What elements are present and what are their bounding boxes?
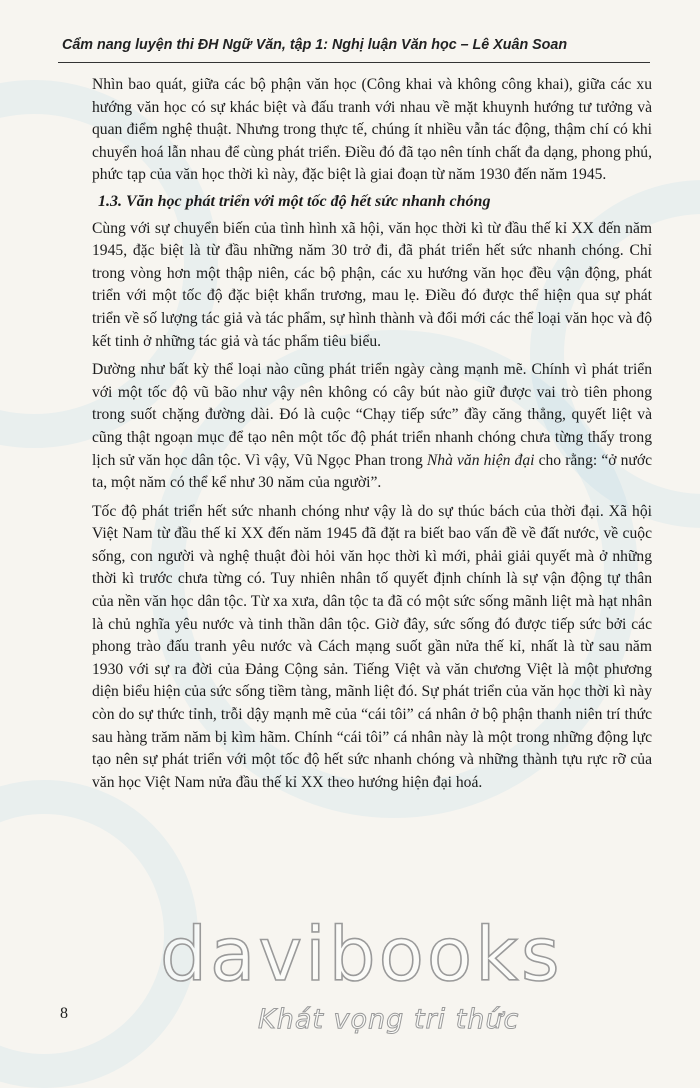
page-number: 8	[60, 1005, 68, 1022]
watermark-logo: davibooks	[160, 912, 563, 998]
header-divider	[58, 62, 650, 63]
paragraph-text: cho rằng: “ở nước ta, một năm có thể kể như 30 năm của người”.	[92, 451, 653, 492]
book-title: Nhà văn hiện đại	[426, 451, 535, 469]
paragraph-text: Dường như bất kỳ thể loại nào cũng phát triển ngày càng mạnh mẽ. Chính vì phát triển với một tốc độ vũ bão như vậy nên không có cây bút nào giữ được vai trò tiên phong trong suốt chặng đường dài. Đó là cuộc “Chạy tiếp sức” đầy căng thẳng, quyết liệt và cũng thật ngoạn mục để tạo nên một tốc độ phát triển nhanh chóng chưa từng thấy trong lịch sử văn học dân tộc. Vì vậy, Vũ Ngọc Phan trong	[92, 361, 652, 469]
body-text	[92, 74, 652, 794]
running-header: Cẩm nang luyện thi ĐH Ngữ Văn, tập 1: Nghị luận Văn học – Lê Xuân Soan	[62, 37, 568, 53]
section-heading: 1.3. Văn học phát triển với một tốc độ hết sức nhanh chóng	[98, 192, 491, 210]
watermark-slogan: Khát vọng tri thức	[258, 1004, 520, 1035]
paragraph: Nhìn bao quát, giữa các bộ phận văn học (Công khai và không công khai), giữa các xu hướng văn học có sự khác biệt và đấu tranh với nhau về mặt khuynh hướng tư tưởng và quan điểm nghệ thuật. Nhưng trong thực tế, chúng ít nhiều vẫn tác động, thậm chí có khi chuyển hoá lẫn nhau để cùng phát triển. Điều đó đã tạo nên tính chất đa dạng, phong phú, phức tạp của văn học thời kì này, đặc biệt là giai đoạn từ năm 1930 đến năm 1945.	[92, 76, 652, 184]
paragraph	[92, 359, 652, 495]
paragraph: Tốc độ phát triển hết sức nhanh chóng như vậy là do sự thúc bách của thời đại. Xã hội Việt Nam từ đầu thế kỉ XX đến năm 1945 đã đặt ra biết bao vấn đề về đất nước, về cuộc sống, con người và nghệ thuật đòi hỏi văn học thời kì mới, phải giải quyết mà ở những thời kì trước chưa từng có. Tuy nhiên nhân tố quyết định chính là sự vận động tự thân của nền văn học dân tộc. Từ xa xưa, dân tộc ta đã có một sức sống mãnh liệt mà hạt nhân là chủ nghĩa yêu nước và tinh thần dân tộc. Giờ đây, sức sống đó được tiếp sức bởi các phong trào đấu tranh yêu nước và Cách mạng suốt gần nửa thế kỉ, nhất là từ sau năm 1930 với sự ra đời của Đảng Cộng sản. Tiếng Việt và văn chương Việt là một phương diện biểu hiện của sức sống tiềm tàng, mãnh liệt đó. Sự phát triển của văn học thời kì này còn do sự thức tỉnh, trỗi dậy mạnh mẽ của “cái tôi” cá nhân ở bộ phận thanh niên trí thức sau hàng trăm năm bị kìm hãm. Chính “cái tôi” cá nhân này là một trong những động lực tạo nên sự phát triển với một tốc độ hết sức nhanh chóng và những thành tựu rực rỡ của văn học Việt Nam nửa đầu thế kỉ XX theo hướng hiện đại hoá.	[92, 502, 652, 791]
paragraph: Cùng với sự chuyển biến của tình hình xã hội, văn học thời kì từ đầu thế kỉ XX đến năm 1945, đặc biệt là từ đầu những năm 30 trở đi, đã phát triển hết sức nhanh chóng. Chỉ trong vòng hơn một thập niên, các bộ phận, các xu hướng văn học đều vận động, phát triển với một tốc độ đặc biệt khẩn trương, mau lẹ. Điều đó được thể hiện qua sự phát triển về số lượng tác giả và tác phẩm, sự hình thành và đổi mới các thể loại văn học và độ kết tinh ở những tác giả và tác phẩm tiêu biểu.	[92, 219, 652, 350]
